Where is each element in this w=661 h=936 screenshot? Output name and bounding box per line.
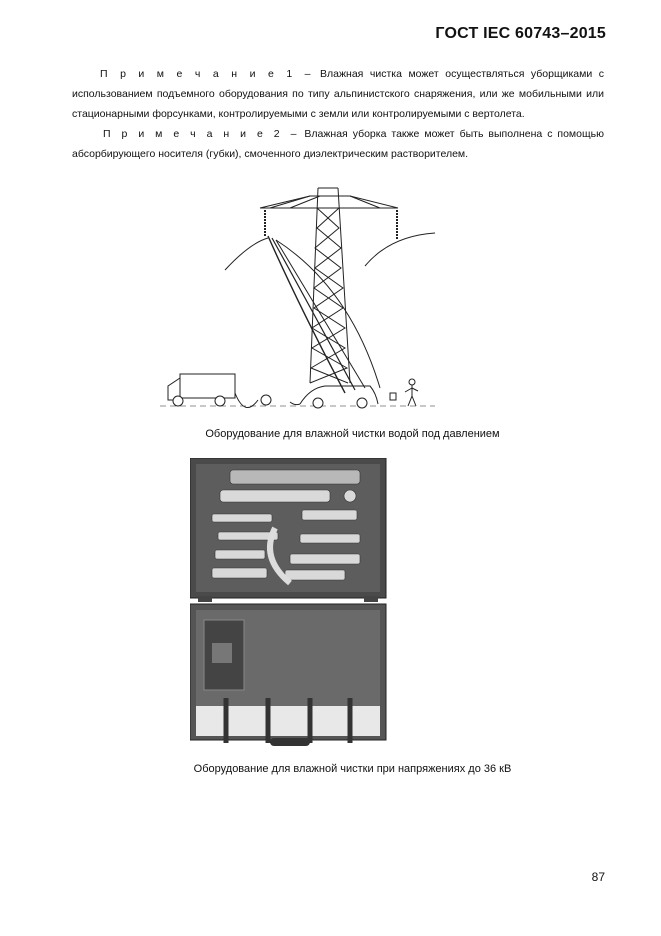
kit-caption: Оборудование для влажной чистки при напряжениях до 36 кВ <box>193 763 512 775</box>
note-2-text: Влажная уборка также может быть выполнена с помощью абсорбирующего носителя (губки), смоченного диэлектрическим растворителем. <box>72 128 604 160</box>
standard-header: ГОСТ IEC 60743–2015 <box>435 25 606 42</box>
pressure-washing-caption: Оборудование для влажной чистки водой под давлением <box>205 428 500 440</box>
page-number: 87 <box>591 870 605 884</box>
equipment-case-photo <box>190 458 390 750</box>
note-2 <box>72 124 604 164</box>
note-1-label: П р и м е ч а н и е 1 – <box>100 68 314 80</box>
note-1 <box>72 64 604 124</box>
pressure-washing-illustration <box>150 178 440 414</box>
note-2-label: П р и м е ч а н и е 2 – <box>103 128 300 140</box>
note-1-text: Влажная чистка может осуществляться уборщиками с использованием подъемного оборудования по типу альпинистского снаряжения, или же мобильными или стационарными форсунками, контролируемыми с земли или контролируемыми с вертолета. <box>72 68 604 120</box>
